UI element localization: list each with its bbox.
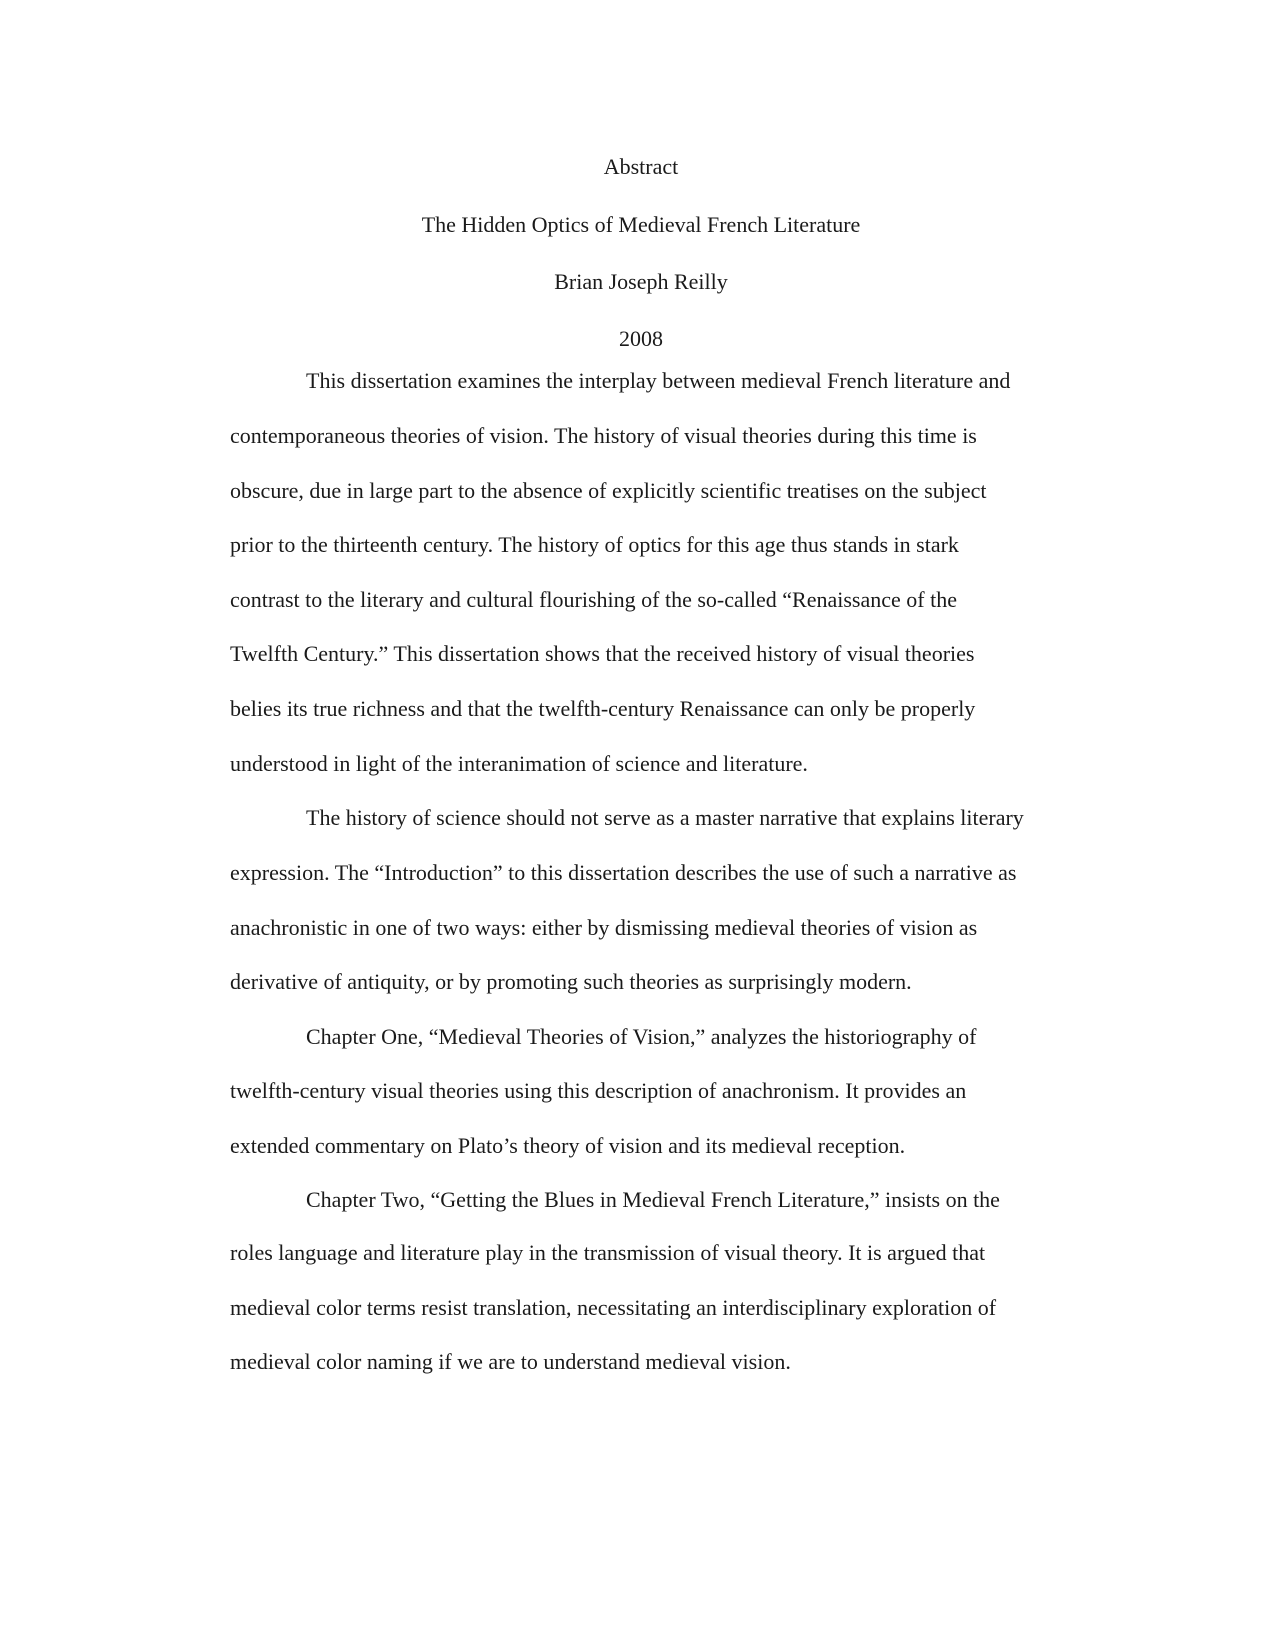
text-line: extended commentary on Plato’s theory of vision and its medieval reception. bbox=[230, 1133, 906, 1158]
text-line: medieval color terms resist translation, necessitating an interdisciplinary exploration of bbox=[230, 1295, 997, 1320]
year: 2008 bbox=[619, 326, 663, 351]
text-line: roles language and literature play in the transmission of visual theory. It is argued that bbox=[230, 1240, 986, 1265]
text-line: twelfth-century visual theories using this description of anachronism. It provides an bbox=[230, 1078, 967, 1103]
text-line: The history of science should not serve as a master narrative that explains literary bbox=[306, 805, 1024, 830]
text-line: Twelfth Century.” This dissertation shows that the received history of visual theories bbox=[230, 641, 975, 666]
text-line: understood in light of the interanimation of science and literature. bbox=[230, 751, 808, 776]
text-line: This dissertation examines the interplay between medieval French literature and bbox=[306, 368, 1011, 393]
text-line: obscure, due in large part to the absence of explicitly scientific treatises on the subject bbox=[230, 478, 987, 503]
text-line: contrast to the literary and cultural flourishing of the so-called “Renaissance of the bbox=[230, 587, 957, 612]
text-line: medieval color naming if we are to understand medieval vision. bbox=[230, 1349, 791, 1374]
text-line: derivative of antiquity, or by promoting such theories as surprisingly modern. bbox=[230, 969, 912, 994]
abstract-heading: Abstract bbox=[603, 154, 679, 179]
text-line: expression. The “Introduction” to this dissertation describes the use of such a narrative as bbox=[230, 860, 1017, 885]
author-name: Brian Joseph Reilly bbox=[554, 269, 728, 294]
text-line: anachronistic in one of two ways: either by dismissing medieval theories of vision as bbox=[230, 915, 978, 940]
dissertation-title: The Hidden Optics of Medieval French Literature bbox=[421, 212, 861, 237]
text-line: Chapter Two, “Getting the Blues in Medieval French Literature,” insists on the bbox=[306, 1187, 1000, 1212]
text-line: belies its true richness and that the twelfth-century Renaissance can only be properly bbox=[230, 696, 976, 721]
text-line: Chapter One, “Medieval Theories of Vision,” analyzes the historiography of bbox=[306, 1024, 977, 1049]
text-line: contemporaneous theories of vision. The history of visual theories during this time is bbox=[230, 423, 977, 448]
text-line: prior to the thirteenth century. The history of optics for this age thus stands in stark bbox=[230, 532, 959, 557]
